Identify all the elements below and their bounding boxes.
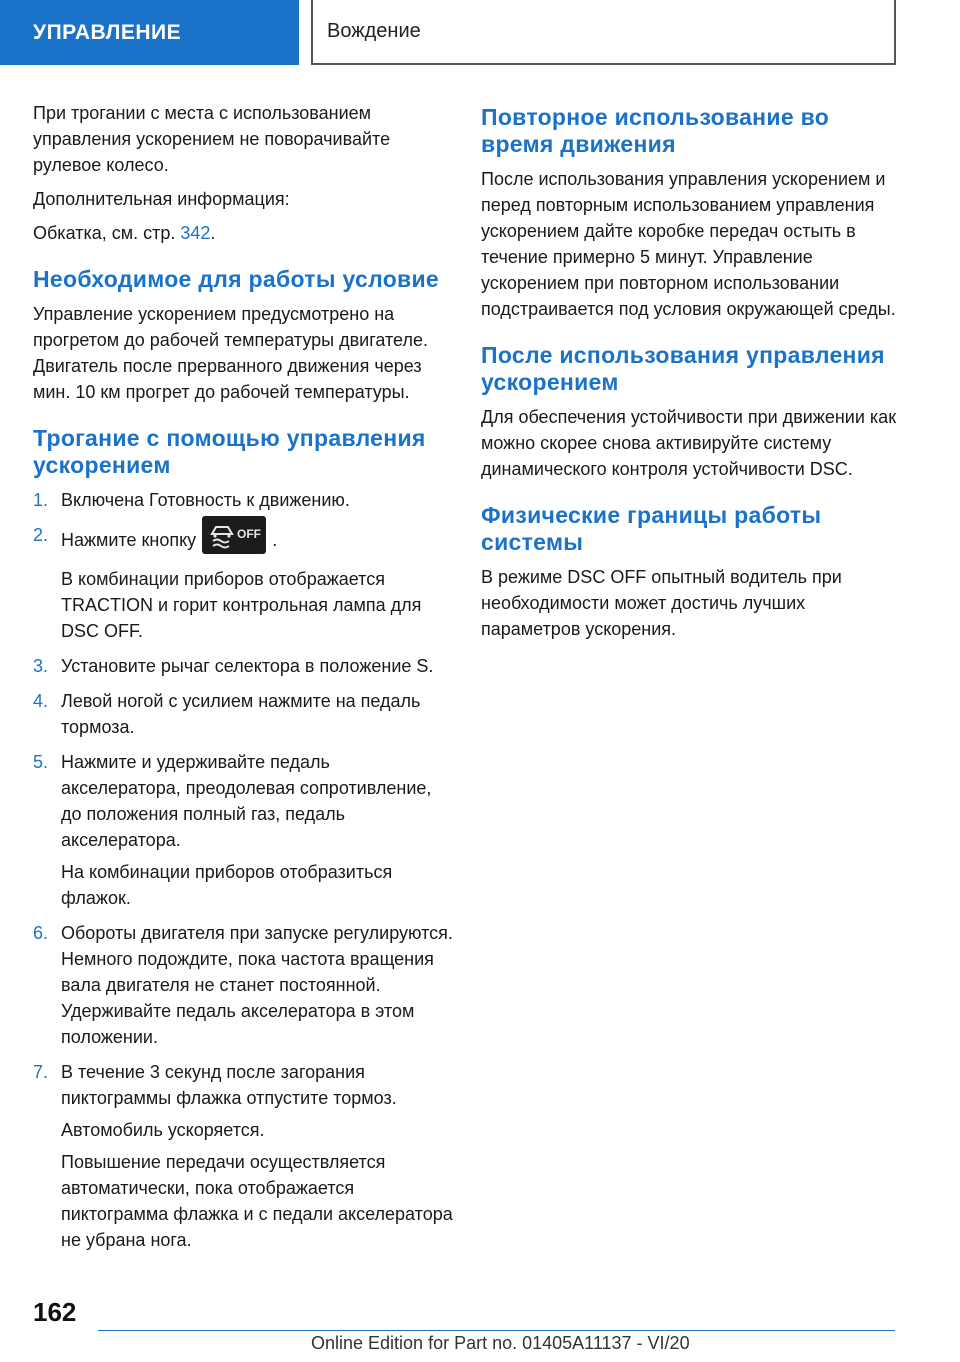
footer-divider [98,1330,895,1331]
after-use-paragraph: Для обеспечения устойчивости при движении как можно скорее снова активируйте систему динамического контроля устойчивости DSC. [481,407,897,479]
conditions-paragraph: Управление ускорением предусмотрено на прогретом до рабочей температуры двигателе. Двигатель после прерванного движения через мин. 10 км прогрет до рабочей температуры. [33,304,428,402]
heading-limits: Физические границы работы системы [481,502,822,555]
right-column [481,100,901,650]
footer-edition: Online Edition for Part no. 01405A11137 - VI/20 [311,1333,690,1353]
list-item: 7. В течение 3 секунд после загорания пиктограммы флажка отпустите тормоз. Автомобиль ускоряется. Повышение передачи осуществляется автоматически, пока отображается пиктограмма флажка и с педали акселератора не убрана нога. [33,1062,453,1250]
heading-after-use: После использования управления ускорением [481,342,885,395]
left-column [33,100,453,1262]
list-item: 4. Левой ногой с усилием нажмите на педаль тормоза. [33,691,421,737]
steps-list [33,487,453,1253]
page-number: 162 [33,1297,77,1327]
reuse-paragraph: После использования управления ускорением и перед повторным использованием управления ускорением дайте коробке передач остыть в течение примерно 5 минут. Управление ускорением при повторном использовании подстраивается под условия окружающей среды. [481,169,896,319]
limits-paragraph: В режиме DSC OFF опытный водитель при необходимости может достичь лучших параметров ускорения. [481,567,842,639]
list-item: 5. Нажмите и удерживайте педаль акселератора, преодолевая сопротивление, до положения полный газ, педаль акселератора. На комбинации приборов отобразиться флажок. [33,752,432,908]
intro-paragraph: При трогании с места с использованием управления ускорением не поворачивайте рулевое колесо. [33,103,391,175]
heading-conditions: Необходимое для работы условие [33,266,440,292]
cross-reference: Обкатка, см. стр. 342. [33,223,216,243]
heading-start: Трогание с помощью управления ускорением [33,425,426,478]
svg-text:OFF: OFF [237,527,262,541]
list-item: 1. Включена Готовность к движению. [33,490,350,510]
header-section-tab: УПРАВЛЕНИЕ [0,0,299,65]
header-chapter-title: Вождение [311,0,896,65]
heading-reuse: Повторное использование во время движения [481,104,830,157]
list-item: 6. Обороты двигателя при запуске регулируются. Немного подождите, пока частота вращения вала двигателя не станет постоянной. Удерживайте педаль акселератора в этом положении. [33,923,453,1047]
page-reference-link[interactable]: 342 [180,223,211,243]
list-item: 2. Нажмите кнопку OFF . В комбинации приборов отображается TRACTION и горит контрольная лампа для DSC OFF. [33,522,453,644]
list-item: 3. Установите рычаг селектора в положение S. [33,656,434,676]
dsc-off-button-icon [202,516,266,554]
more-info-label: Дополнительная информация: [33,189,290,209]
